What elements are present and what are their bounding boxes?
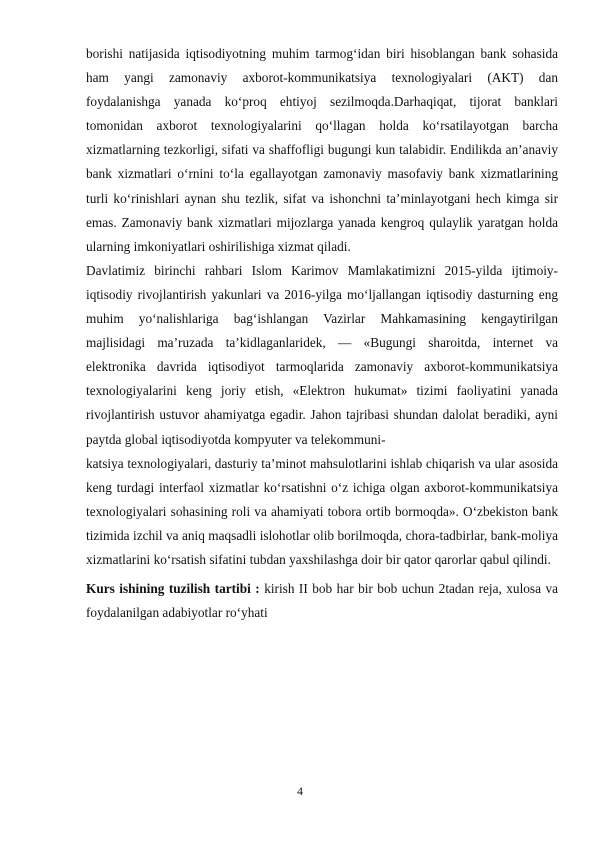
structure-paragraph	[86, 577, 558, 625]
structure-heading: Kurs ishining tuzilish tartibi :	[86, 581, 260, 597]
paragraph-3: katsiya texnologiyalari, dasturiy ta’minot mahsulotlarini ishlab chiqarish va ular asosida keng turdagi interfaol xizmatlar ko‘rsatishni o‘z ichiga olgan axborot-kommunikatsiya texnologiyalari sohasining roli va ahamiyati tobora ortib bormoqda». O‘zbekiston bank tizimida izchil va aniq maqsadli islohotlar olib borilmoqda, chora-tadbirlar, bank-moliya xizmatlarini ko‘rsatish sifatini tubdan yaxshilashga doir bir qator qarorlar qabul qilindi.	[86, 455, 558, 567]
paragraph-2: Davlatimiz birinchi rahbari Islom Karimov Mamlakatimizni 2015-yilda ijtimoiy-iqtisodiy rivojlantirish yakunlari va 2016-yilga mo‘ljallangan iqtisodiy dasturning eng muhim yo‘nalishlariga bag‘ishlangan Vazirlar Mahkamasining kengaytirilgan majlisidagi ma’ruzada ta’kidlaganlaridek, — «Bugungi sharoitda, internet va elektronika davrida iqtisodiyot tarmoqlarida zamonaviy axborot-kommunikatsiya texnologiyalarini keng joriy etish, «Elektron hukumat» tizimi faoliyatini yanada rivojlantirish ustuvor ahamiyatga egadir. Jahon tajribasi shundan dalolat beradiki, ayni paytda global iqtisodiyotda kompyuter va telekommuni-	[86, 262, 558, 447]
body-text	[86, 42, 558, 625]
structure-text: kirish II bob har bir bob uchun 2tadan reja, xulosa va foydalanilgan adabiyotlar ro‘yhati	[86, 581, 558, 621]
paragraph-1: borishi natijasida iqtisodiyotning muhim tarmog‘idan biri hisoblangan bank sohasida ham yangi zamonaviy axborot-kommunikatsiya texnologiyalari (AKT) dan foydalanishga yanada ko‘proq ehtiyoj sezilmoqda.Darhaqiqat, tijorat banklari tomonidan axborot texnologiyalarini qo‘llagan holda ko‘rsatilayotgan barcha xizmatlarning tezkorligi, sifati va shaffofligi bugungi kun talabidir. Endilikda an’anaviy bank xizmatlari o‘rnini to‘la egallayotgan zamonaviy masofaviy bank xizmatlarining turli ko‘rinishlari aynan shu tezlik, sifat va ishonchni ta’minlayotgani hech kimga sir emas. Zamonaviy bank xizmatlari mijozlarga yanada kengroq qulaylik yaratgan holda ularning imkoniyatlari oshirilishiga xizmat qiladi.	[86, 46, 558, 254]
page-number: 4	[297, 784, 303, 798]
